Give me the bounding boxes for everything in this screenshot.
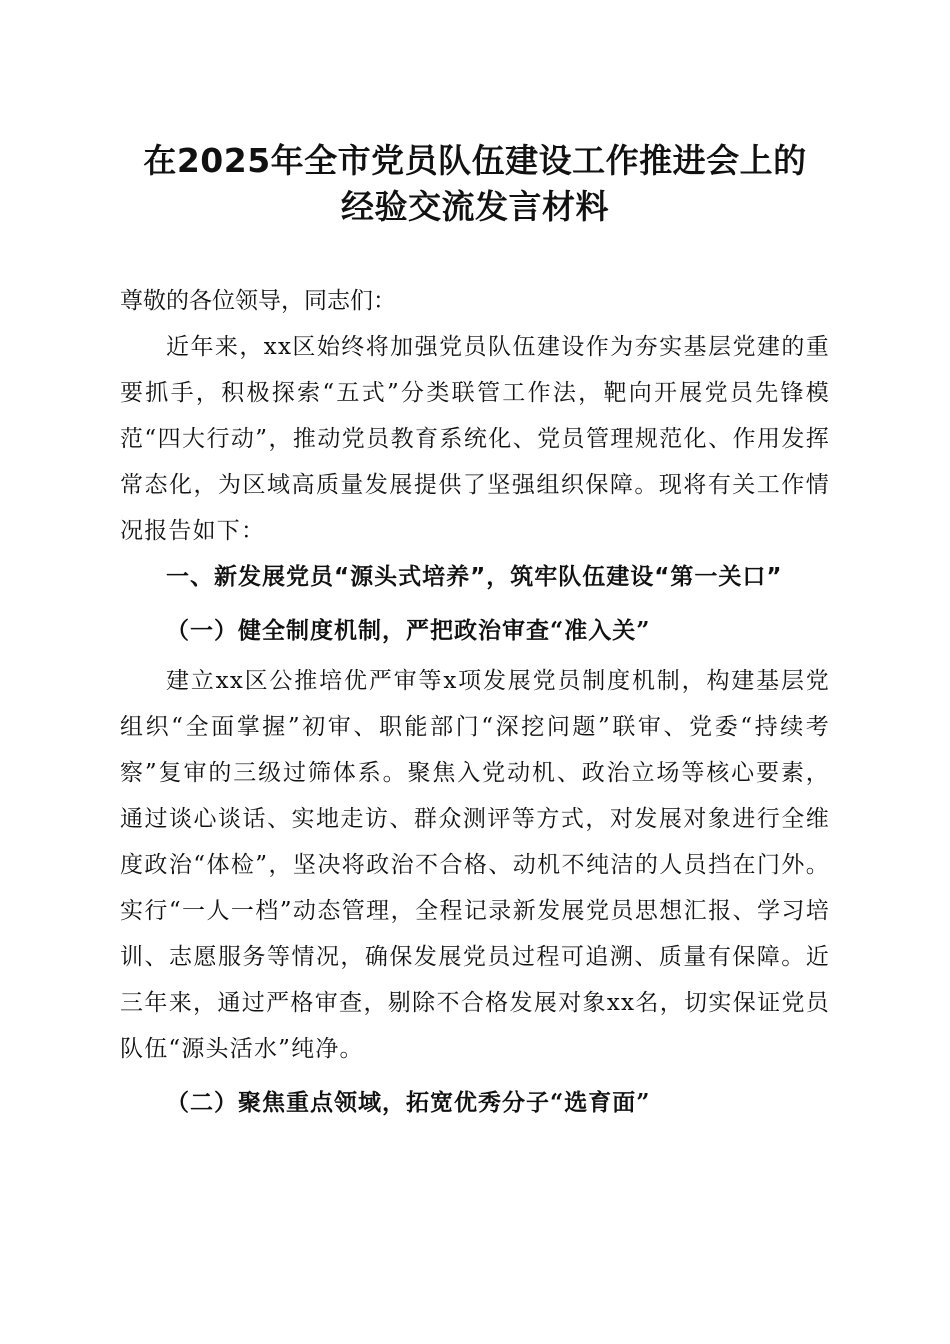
title-line-2: 经验交流发言材料 xyxy=(341,187,609,226)
subsection-1-heading: （一）健全制度机制，严把政治审查“准入关” xyxy=(166,617,651,644)
document-title xyxy=(120,138,830,230)
subsection-1-body: 建立xx区公推培优严审等x项发展党员制度机制，构建基层党组织“全面掌握”初审、职能部门“深挖问题”联审、党委“持续考察”复审的三级过筛体系。聚焦入党动机、政治立场等核心要素，通过谈心谈话、实地走访、群众测评等方式，对发展对象进行全维度政治“体检”，坚决将政治不合格、动机不纯洁的人员挡在门外。实行“一人一档”动态管理，全程记录新发展党员思想汇报、学习培训、志愿服务等情况，确保发展党员过程可追溯、质量有保障。近三年来，通过严格审查，剔除不合格发展对象xx名，切实保证党员队伍“源头活水”纯净。 xyxy=(120,668,830,1062)
section-1-heading: 一、新发展党员“源头式培养”，筑牢队伍建设“第一关口” xyxy=(166,564,783,590)
salutation: 尊敬的各位领导，同志们： xyxy=(120,288,396,314)
title-line-1: 在2025年全市党员队伍建设工作推进会上的 xyxy=(143,141,807,180)
document-page xyxy=(120,138,830,1130)
intro-paragraph: 近年来，xx区始终将加强党员队伍建设作为夯实基层党建的重要抓手，积极探索“五式”分类联管工作法，靶向开展党员先锋模范“四大行动”，推动党员教育系统化、党员管理规范化、作用发挥常态化，为区域高质量发展提供了坚强组织保障。现将有关工作情况报告如下： xyxy=(120,334,830,544)
subsection-2-heading: （二）聚焦重点领域，拓宽优秀分子“选育面” xyxy=(166,1089,651,1116)
